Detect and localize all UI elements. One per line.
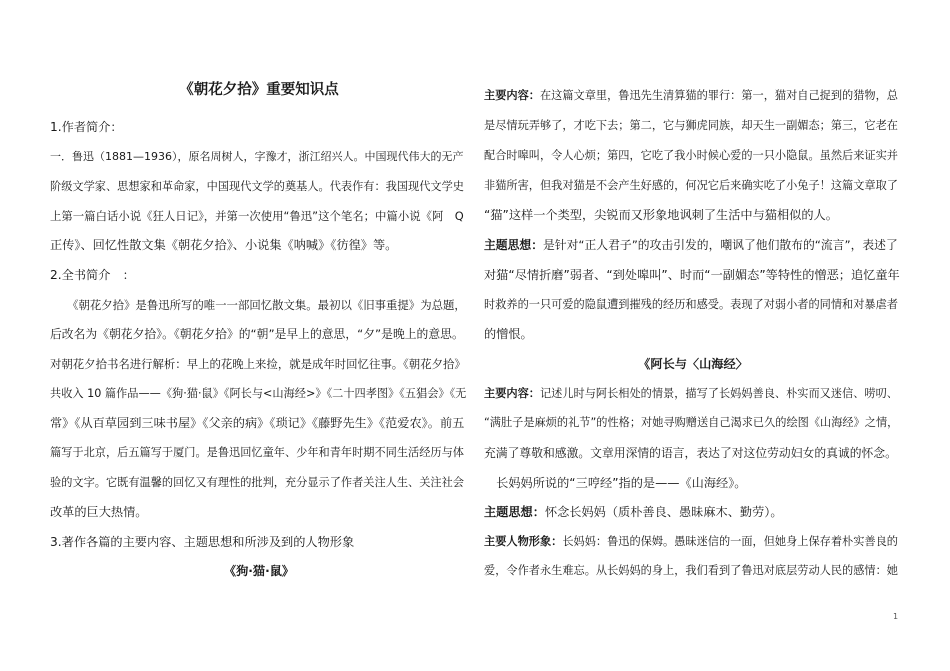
text-line: 一．鲁迅（1881—1936），原名周树人，字豫才，浙江绍兴人。中国现代伟大的无产	[50, 150, 464, 163]
section-label: 主要内容：	[484, 387, 540, 400]
text-line: 常》《从百草园到三味书屋》《父亲的病》《琐记》《藤野先生》《范爱农》。前五	[50, 416, 465, 430]
text-line: 的憎恨。	[484, 327, 533, 341]
text-line: 主题思想：是针对“正人君子”的攻击引发的，嘲讽了他们散布的“流言”，表述了	[484, 238, 898, 252]
text-line: 主要内容：记述儿时与阿长相处的情景，描写了长妈妈善良、朴实而又迷信、唠叨、	[484, 387, 898, 400]
text-line: 主题思想：怀念长妈妈（质朴善良、愚昧麻木、勤劳）。	[484, 505, 783, 519]
text-line: 阶级文学家、思想家和革命家，中国现代文学的奠基人。代表作有：我国现代文学史	[50, 180, 464, 193]
document-title: 《朝花夕拾》重要知识点	[179, 82, 339, 98]
text-line: 对朝花夕拾书名进行解析：早上的花晚上来捡，就是成年时回忆往事。《朝花夕拾》	[50, 357, 466, 371]
text-line: 共收入 10 篇作品——《狗·猫·鼠》《阿长与<山海经>》《二十四孝图》《五猖会》《无	[50, 387, 467, 400]
text-line: 后改名为《朝花夕拾》。《朝花夕拾》的“朝”是早上的意思，“夕”是晚上的意思。	[50, 327, 464, 341]
text-line: 上第一篇白话小说《狂人日记》，并第一次使用“鲁迅”这个笔名；中篇小说《阿 Q	[50, 209, 464, 223]
text-line: 长妈妈所说的“三哼经”指的是——《山海经》。	[484, 476, 747, 490]
text-line: 爱，令作者永生难忘。从长妈妈的身上，我们看到了鲁迅对底层劳动人民的感情：她	[484, 564, 898, 577]
text-line: 主要人物形象：长妈妈：鲁迅的保姆。愚昧迷信的一面，但她身上保存着朴实善良的	[484, 535, 898, 548]
section-subtitle: 《阿长与〈山海经〉	[638, 357, 748, 371]
text-line: 篇写于北京，后五篇写于厦门。是鲁迅回忆童年、少年和青年时期不同生活经历与体	[50, 446, 464, 459]
text-line: 2.全书简介 ：	[50, 268, 135, 282]
page-number: 1	[893, 612, 899, 621]
text-line: 《朝花夕拾》是鲁迅所写的唯一一部回忆散文集。最初以《旧事重提》为总题，	[50, 298, 466, 312]
text-line: 非猫所害，但我对猫是不会产生好感的，何况它后来确实吃了小兔子！这篇文章取了	[484, 179, 898, 192]
section-label: 主题思想：	[484, 238, 543, 252]
section-label: 主题思想：	[484, 505, 545, 519]
text-line: 验的文字。它既有温馨的回忆又有理性的批判，充分显示了作者关注人生、关注社会	[50, 476, 464, 489]
text-line: “满肚子是麻烦的礼节”的性格；对她寻购赠送自己渴求已久的绘图《山海经》之情，	[484, 416, 899, 429]
text-line: 主要内容：在这篇文章里，鲁迅先生清算猫的罪行：第一，猫对自己捉到的猎物，总	[484, 89, 898, 102]
section-subtitle: 《狗·猫·鼠》	[223, 564, 295, 578]
text-line: 改革的巨大热情。	[50, 505, 148, 519]
text-line: 是尽情玩弄够了，才吃下去；第二，它与狮虎同族，却天生一副媚态；第三，它老在	[484, 119, 898, 132]
section-label: 主要人物形象：	[484, 535, 563, 548]
text-line: 3.著作各篇的主要内容、主题思想和所涉及到的人物形象	[50, 535, 355, 549]
text-line: 充满了尊敬和感激。文章用深情的语言，表达了对这位劳动妇女的真诚的怀念。	[484, 446, 897, 460]
text-line: 正传》、回忆性散文集《朝花夕拾》、小说集《呐喊》《彷徨》等。	[50, 238, 398, 252]
text-line: “猫”这样一个类型，尖锐而又形象地讽刺了生活中与猫相似的人。	[484, 208, 838, 222]
text-line: 时救养的一只可爱的隐鼠遭到摧残的经历和感受。表现了对弱小者的同情和对暴虐者	[484, 298, 898, 311]
text-line: 配合时嗥叫，令人心烦；第四，它吃了我小时候心爱的一只小隐鼠。虽然后来证实并	[484, 149, 898, 162]
section-label: 主要内容：	[484, 89, 540, 102]
text-line: 对猫“尽情折磨”弱者、“到处嗥叫”、时而“一副媚态”等特性的憎恶；追忆童年	[484, 268, 900, 282]
text-line: 1.作者简介：	[50, 120, 123, 134]
